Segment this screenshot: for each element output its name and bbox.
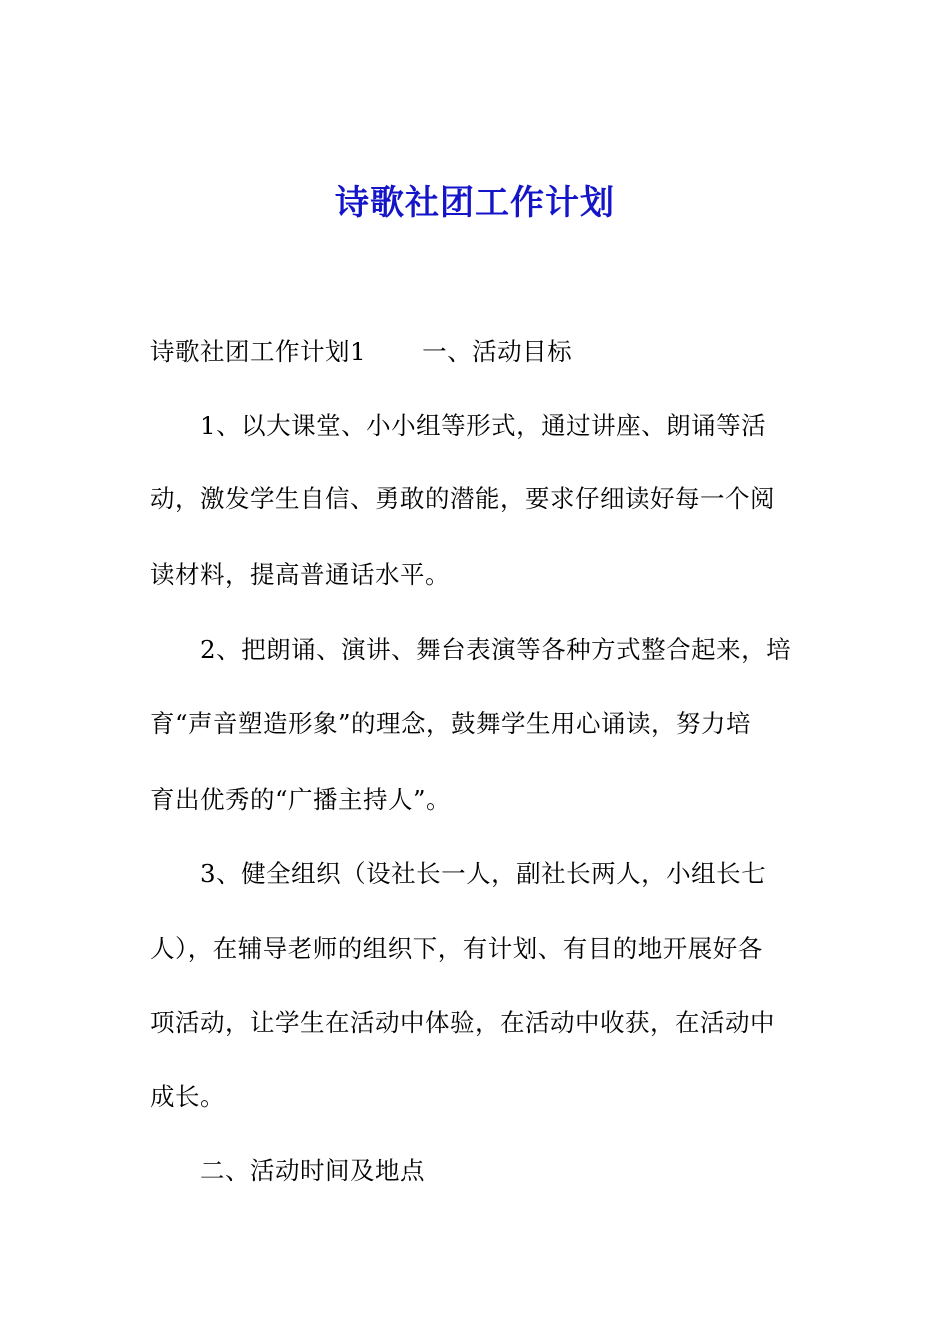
plan-label: 诗歌社团工作计划1 [150,337,367,366]
paragraph-line: 2、把朗诵、演讲、舞台表演等各种方式整合起来，培 [200,635,792,664]
paragraph-line: 人），在辅导老师的组织下，有计划、有目的地开展好各 [150,934,763,963]
paragraph-line: 育出优秀的“广播主持人”。 [150,785,452,814]
paragraph-line: 动，激发学生自信、勇敢的潜能，要求仔细读好每一个阅 [150,484,775,513]
section-heading-goals: 一、活动目标 [422,337,573,366]
paragraph-line: 读材料，提高普通话水平。 [150,560,450,589]
document-title: 诗歌社团工作计划 [335,183,615,223]
section-heading-time-place: 二、活动时间及地点 [200,1156,425,1185]
paragraph-line: 育“声音塑造形象”的理念，鼓舞学生用心诵读，努力培 [150,709,752,738]
paragraph-line: 项活动，让学生在活动中体验，在活动中收获，在活动中 [150,1008,775,1037]
paragraph-line: 1、以大课堂、小小组等形式，通过讲座、朗诵等活 [200,411,767,440]
paragraph-line: 成长。 [150,1082,225,1111]
first-line [150,334,810,370]
paragraph-line: 3、健全组织（设社长一人，副社长两人，小组长七 [200,859,767,888]
